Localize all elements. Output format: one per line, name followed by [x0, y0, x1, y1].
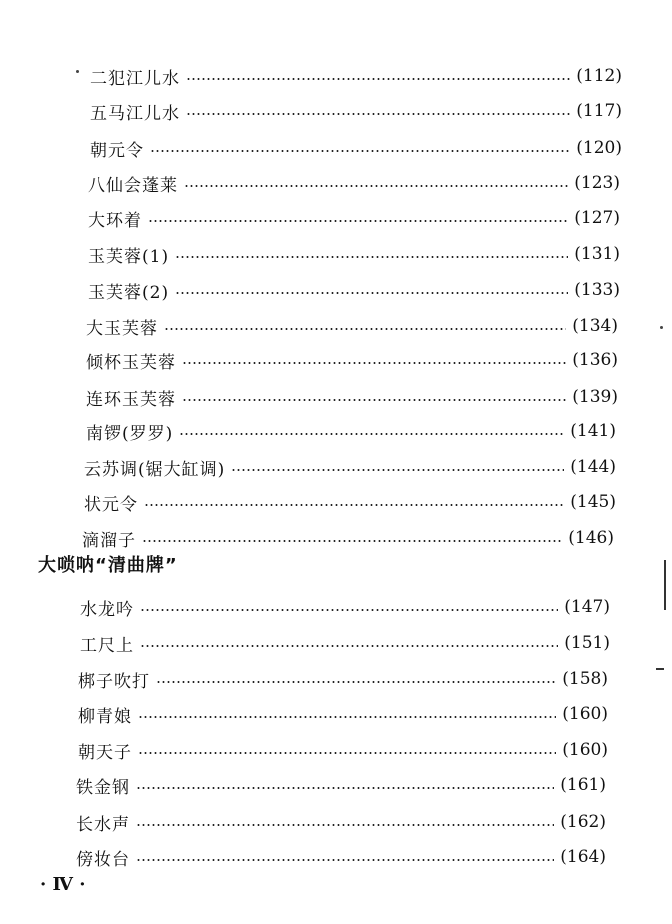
- entry-page: (112): [576, 66, 622, 86]
- entry-title: 连环玉芙蓉: [86, 389, 176, 410]
- entry-page: (136): [572, 350, 618, 370]
- entry-title: 朝天子: [78, 742, 132, 763]
- toc-entry: [88, 169, 620, 197]
- entry-page: (123): [574, 173, 620, 193]
- entry-title: 梆子吹打: [78, 671, 150, 692]
- entry-title: 水龙吟: [80, 599, 134, 620]
- toc-entry: [80, 629, 610, 657]
- entry-title: 五马江儿水: [90, 103, 180, 124]
- dot-leader: [175, 292, 568, 294]
- dot-leader: [186, 78, 570, 80]
- dot-leader: [148, 220, 568, 222]
- entry-title: 二犯江儿水: [90, 68, 180, 89]
- entry-page: (164): [560, 847, 606, 867]
- dot-leader: [138, 716, 556, 718]
- entry-title: 柳青娘: [78, 706, 132, 727]
- entry-title: 倾杯玉芙蓉: [86, 352, 176, 373]
- dot-leader: [140, 645, 558, 647]
- entry-title: 傍妆台: [76, 849, 130, 870]
- entry-title: 铁金钢: [76, 777, 130, 798]
- entry-title: 玉芙蓉(2): [88, 282, 170, 303]
- margin-mark: [664, 560, 666, 610]
- toc-entry: [84, 453, 616, 481]
- dot-leader: [136, 859, 554, 861]
- toc-entry: [90, 97, 622, 125]
- toc-entry: [88, 276, 620, 304]
- entry-page: (127): [574, 208, 620, 228]
- dot-leader: [175, 256, 568, 258]
- entry-page: (134): [572, 316, 618, 336]
- entry-page: (160): [562, 704, 608, 724]
- entry-title: 朝元令: [90, 140, 144, 161]
- dot-leader: [142, 540, 562, 542]
- entry-page: (151): [564, 633, 610, 653]
- entry-page: (147): [564, 597, 610, 617]
- entry-page: (144): [570, 457, 616, 477]
- entry-page: (131): [574, 244, 620, 264]
- dot-leader: [140, 609, 558, 611]
- toc-entry: [88, 240, 620, 268]
- toc-entry: [86, 346, 618, 374]
- entry-page: (162): [560, 812, 606, 832]
- scan-speck: [660, 326, 663, 329]
- toc-entry: [86, 417, 616, 445]
- dot-leader: [182, 362, 566, 364]
- toc-entry: [76, 808, 606, 836]
- dot-leader: [156, 681, 556, 683]
- toc-entry: [90, 134, 622, 162]
- margin-mark: [656, 668, 664, 670]
- toc-entry: [80, 593, 610, 621]
- entry-title: 南锣(罗罗): [86, 423, 174, 444]
- toc-entry: [76, 843, 606, 871]
- toc-entry: [88, 204, 620, 232]
- dot-leader: [186, 113, 570, 115]
- entry-title: 状元令: [84, 494, 138, 515]
- dot-leader: [138, 752, 556, 754]
- toc-entry: [78, 665, 608, 693]
- entry-page: (158): [562, 669, 608, 689]
- entry-title: 工尺上: [80, 635, 134, 656]
- dot-leader: [136, 824, 554, 826]
- dot-leader: [231, 469, 564, 471]
- entry-title: 大环着: [88, 210, 142, 231]
- toc-entry: [86, 312, 618, 340]
- dot-leader: [184, 185, 568, 187]
- scan-speck: [76, 70, 79, 73]
- entry-title: 滴溜子: [82, 530, 136, 551]
- toc-entry: [78, 700, 608, 728]
- entry-page: (161): [560, 775, 606, 795]
- entry-page: (145): [570, 492, 616, 512]
- entry-page: (141): [570, 421, 616, 441]
- entry-page: (133): [574, 280, 620, 300]
- dot-leader: [164, 328, 566, 330]
- entry-page: (120): [576, 138, 622, 158]
- entry-title: 八仙会蓬莱: [88, 175, 178, 196]
- toc-entry: [76, 771, 606, 799]
- dot-leader: [136, 787, 554, 789]
- section-heading: 大唢呐“清曲牌”: [38, 555, 178, 576]
- toc-entry: [78, 736, 608, 764]
- entry-page: (146): [568, 528, 614, 548]
- dot-leader: [182, 399, 566, 401]
- entry-title: 云苏调(锯大缸调): [84, 459, 226, 480]
- toc-entry: [90, 62, 622, 90]
- toc-entry: [82, 524, 614, 552]
- page-footer-number: · Ⅳ ·: [40, 874, 86, 895]
- dot-leader: [179, 433, 564, 435]
- entry-page: (117): [576, 101, 622, 121]
- toc-entry: [86, 383, 618, 411]
- entry-title: 长水声: [76, 814, 130, 835]
- entry-title: 玉芙蓉(1): [88, 246, 170, 267]
- dot-leader: [144, 504, 564, 506]
- entry-page: (139): [572, 387, 618, 407]
- dot-leader: [150, 150, 570, 152]
- entry-title: 大玉芙蓉: [86, 318, 158, 339]
- toc-entry: [84, 488, 616, 516]
- entry-page: (160): [562, 740, 608, 760]
